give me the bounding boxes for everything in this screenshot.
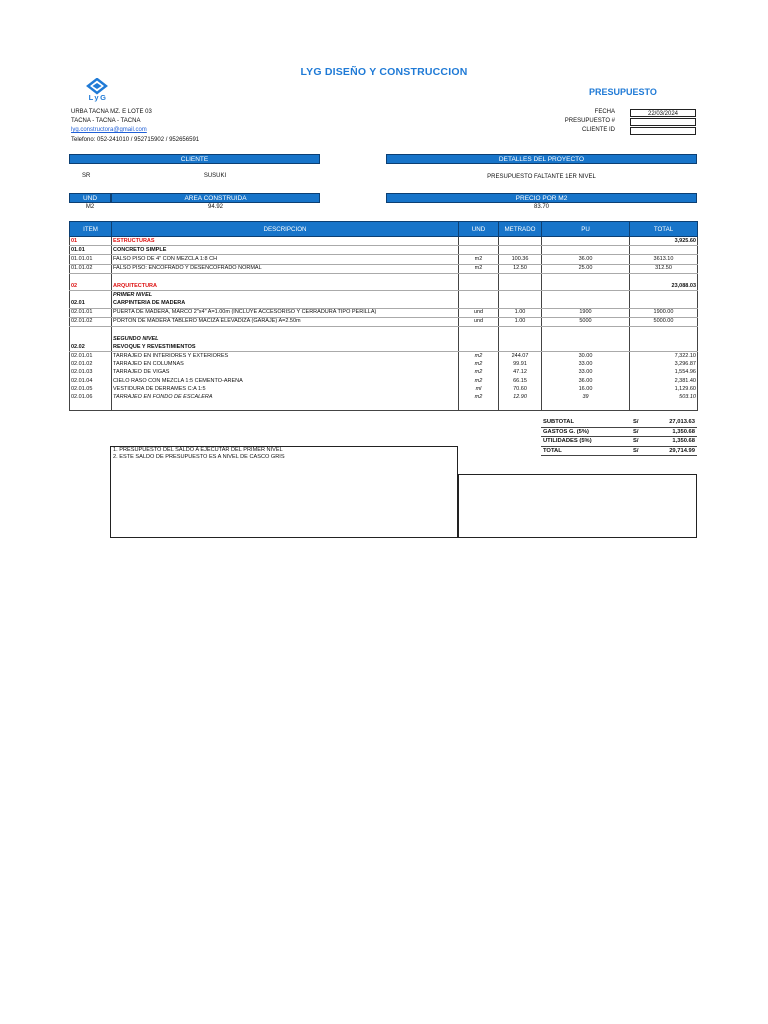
cell-und — [459, 273, 499, 282]
cliente-id-value — [630, 127, 696, 135]
cell-total — [630, 402, 698, 411]
cell-descripcion: TARRAJEO EN FONDO DE ESCALERA — [112, 393, 459, 401]
col-header-und: UND — [459, 222, 499, 237]
cell-pu — [542, 282, 630, 291]
cell-metrado: 99.91 — [499, 361, 542, 369]
cell-total — [630, 246, 698, 255]
cell-descripcion — [112, 326, 459, 335]
summary-table — [541, 418, 697, 456]
cell-pu — [542, 335, 630, 343]
table-row — [70, 317, 698, 326]
table-row — [70, 273, 698, 282]
cell-metrado — [499, 237, 542, 246]
cell-metrado — [499, 343, 542, 352]
cell-pu — [542, 326, 630, 335]
cell-total: 3613.10 — [630, 255, 698, 264]
summary-label: SUBTOTAL — [541, 418, 631, 427]
presupuesto-number-value — [630, 118, 696, 126]
cell-descripcion: TARRAJEO EN INTERIORES Y EXTERIORES — [112, 352, 459, 361]
cell-descripcion: TARRAJEO DE VIGAS — [112, 369, 459, 377]
col-header-metrado: METRADO — [499, 222, 542, 237]
cell-item: 02.01.05 — [70, 385, 112, 393]
table-row — [70, 335, 698, 343]
cell-pu — [542, 343, 630, 352]
table-row — [70, 237, 698, 246]
cell-metrado — [499, 291, 542, 300]
price-per-m2-value: 83.70 — [533, 204, 549, 210]
cell-total: 3,925.60 — [630, 237, 698, 246]
cell-metrado: 12.90 — [499, 393, 542, 401]
cell-item: 01.01 — [70, 246, 112, 255]
summary-row-utilidades — [541, 437, 697, 447]
notes-box — [110, 446, 458, 538]
cell-total: 23,088.03 — [630, 282, 698, 291]
table-row — [70, 326, 698, 335]
cell-item — [70, 402, 112, 411]
cell-und — [459, 246, 499, 255]
cell-metrado — [499, 246, 542, 255]
cell-pu: 39 — [542, 393, 630, 401]
cell-metrado — [499, 273, 542, 282]
cell-pu — [542, 291, 630, 300]
cell-pu — [542, 246, 630, 255]
cell-descripcion: VESTIDURA DE DERRAMES C:A 1:5 — [112, 385, 459, 393]
cell-item: 02.01.04 — [70, 377, 112, 385]
table-row — [70, 361, 698, 369]
address-line-1: URBA TACNA MZ. E LOTE 03 — [71, 109, 152, 115]
cell-metrado: 1.00 — [499, 317, 542, 326]
budget-table-body — [70, 237, 698, 411]
cell-pu: 1900 — [542, 308, 630, 317]
cell-pu: 33.00 — [542, 361, 630, 369]
cell-descripcion: CIELO RASO CON MEZCLA 1:5 CEMENTO-ARENA — [112, 377, 459, 385]
table-row — [70, 282, 698, 291]
cell-pu: 36.00 — [542, 377, 630, 385]
cell-und: m2 — [459, 352, 499, 361]
cell-descripcion: PUERTA DE MADERA, MARCO 2"x4" A=1.00m (INCLUYE ACCESORISO Y CERRADURA TIPO PERILLA) — [112, 308, 459, 317]
table-row — [70, 343, 698, 352]
summary-value: 29,714.99 — [649, 446, 697, 456]
table-row — [70, 377, 698, 385]
cliente-id-label: CLIENTE ID — [581, 127, 615, 133]
cell-metrado — [499, 299, 542, 308]
logo-text: LyG — [88, 93, 108, 102]
summary-value: 1,350.68 — [649, 437, 697, 447]
table-row — [70, 402, 698, 411]
cell-total: 1,129.60 — [630, 385, 698, 393]
presupuesto-number-label: PRESUPUESTO # — [564, 118, 615, 124]
summary-row-total — [541, 446, 697, 456]
signature-box — [458, 474, 697, 538]
cell-pu: 36.00 — [542, 255, 630, 264]
col-header-descripcion: DESCRIPCION — [112, 222, 459, 237]
cell-descripcion: PRIMER NIVEL — [112, 291, 459, 300]
cell-item: 02.01.02 — [70, 317, 112, 326]
cell-descripcion: FALSO PISO DE 4" CON MEZCLA 1:8 CH — [112, 255, 459, 264]
cell-metrado: 66.15 — [499, 377, 542, 385]
cell-pu: 25.00 — [542, 264, 630, 273]
table-row — [70, 264, 698, 273]
cell-descripcion: PORTON DE MADERA TABLERO MACIZA ELEVADIZA (GARAJE) A=2.50m — [112, 317, 459, 326]
cell-descripcion: ARQUITECTURA — [112, 282, 459, 291]
table-header-row — [70, 222, 698, 237]
table-row — [70, 255, 698, 264]
cell-und — [459, 237, 499, 246]
cell-item: 02.02 — [70, 343, 112, 352]
summary-label: UTILIDADES (5%) — [541, 437, 631, 447]
table-row — [70, 369, 698, 377]
summary-currency: S/ — [631, 446, 649, 456]
note-line: 2. ESTE SALDO DE PRESUPUESTO ES A NIVEL DE CASCO GRIS — [113, 454, 285, 460]
cell-und: m2 — [459, 264, 499, 273]
cell-total: 2,381.40 — [630, 377, 698, 385]
table-row — [70, 299, 698, 308]
table-row — [70, 291, 698, 300]
cell-item: 02 — [70, 282, 112, 291]
cell-pu — [542, 299, 630, 308]
client-name: SUSUKI — [203, 173, 227, 179]
cell-item — [70, 291, 112, 300]
cell-metrado: 70.60 — [499, 385, 542, 393]
table-row — [70, 246, 698, 255]
area-value: 94.92 — [207, 204, 223, 210]
cell-total: 7,322.10 — [630, 352, 698, 361]
cell-und: und — [459, 308, 499, 317]
summary-label: TOTAL — [541, 446, 631, 456]
summary-value: 1,350.68 — [649, 427, 697, 437]
und-header: UND — [69, 193, 111, 203]
col-header-total: TOTAL — [630, 222, 698, 237]
cell-und — [459, 402, 499, 411]
cell-und — [459, 343, 499, 352]
cell-item: 02.01.01 — [70, 308, 112, 317]
cell-metrado: 244.07 — [499, 352, 542, 361]
summary-row-gastos — [541, 427, 697, 437]
cell-und — [459, 335, 499, 343]
cell-metrado: 47.12 — [499, 369, 542, 377]
document-title: PRESUPUESTO — [589, 87, 657, 97]
cell-descripcion: REVOQUE Y REVESTIMIENTOS — [112, 343, 459, 352]
company-name: LYG DISEÑO Y CONSTRUCCION — [300, 66, 468, 78]
cell-pu: 16.00 — [542, 385, 630, 393]
table-row — [70, 352, 698, 361]
cell-und: m2 — [459, 393, 499, 401]
summary-row-subtotal — [541, 418, 697, 427]
cell-item — [70, 273, 112, 282]
cell-total — [630, 291, 698, 300]
price-per-m2-header: PRECIO POR M2 — [386, 193, 697, 203]
cell-metrado: 1.00 — [499, 308, 542, 317]
cell-item: 02.01.02 — [70, 361, 112, 369]
cell-total: 1,554.96 — [630, 369, 698, 377]
cell-total: 3,296.87 — [630, 361, 698, 369]
cell-total: 1900.00 — [630, 308, 698, 317]
company-logo — [82, 78, 112, 102]
email-link[interactable]: lyg.constructora@gmail.com — [71, 127, 147, 133]
cell-pu — [542, 237, 630, 246]
cell-descripcion: ESTRUCTURAS — [112, 237, 459, 246]
phone-line: Telefono: 052-241010 / 952715902 / 952656591 — [71, 137, 200, 143]
cell-und — [459, 291, 499, 300]
cell-pu: 33.00 — [542, 369, 630, 377]
cell-descripcion: CARPINTERIA DE MADERA — [112, 299, 459, 308]
cell-total — [630, 343, 698, 352]
note-line: 1. PRESUPUESTO DEL SALDO A EJECUTAR DEL PRIMER NIVEL — [113, 447, 283, 453]
cell-und: m2 — [459, 255, 499, 264]
summary-currency: S/ — [631, 437, 649, 447]
col-header-pu: PU — [542, 222, 630, 237]
cell-metrado: 12.50 — [499, 264, 542, 273]
cell-item — [70, 335, 112, 343]
und-value: M2 — [85, 204, 95, 210]
project-details-header: DETALLES DEL PROYECTO — [386, 154, 697, 164]
address-line-2: TACNA - TACNA - TACNA — [71, 118, 141, 124]
cell-descripcion: TARRAJEO EN COLUMNAS — [112, 361, 459, 369]
cell-total — [630, 326, 698, 335]
cell-und: m2 — [459, 377, 499, 385]
cell-metrado: 100.36 — [499, 255, 542, 264]
cell-total — [630, 273, 698, 282]
budget-table — [69, 221, 698, 411]
cell-total — [630, 335, 698, 343]
table-row — [70, 308, 698, 317]
cell-item: 01 — [70, 237, 112, 246]
cell-pu: 5000 — [542, 317, 630, 326]
cell-metrado — [499, 402, 542, 411]
cell-descripcion: FALSO PISO: ENCOFRADO Y DESENCOFRADO NORMAL — [112, 264, 459, 273]
cell-total: 5000.00 — [630, 317, 698, 326]
cell-descripcion — [112, 273, 459, 282]
fecha-label: FECHA — [594, 109, 615, 115]
cell-und: m2 — [459, 369, 499, 377]
cell-und — [459, 282, 499, 291]
cell-total — [630, 299, 698, 308]
cell-und — [459, 326, 499, 335]
cell-pu — [542, 273, 630, 282]
client-prefix: SR — [82, 173, 91, 179]
table-row — [70, 393, 698, 401]
cell-total: 312.50 — [630, 264, 698, 273]
project-detail: PRESUPUESTO FALTANTE 1ER NIVEL — [487, 174, 596, 180]
table-row — [70, 385, 698, 393]
col-header-item: ITEM — [70, 222, 112, 237]
summary-currency: S/ — [631, 418, 649, 427]
cell-descripcion: SEGUNDO NIVEL — [112, 335, 459, 343]
cell-metrado — [499, 282, 542, 291]
area-header: AREA CONSTRUIDA — [111, 193, 320, 203]
cell-und: ml — [459, 385, 499, 393]
summary-currency: S/ — [631, 427, 649, 437]
cliente-header: CLIENTE — [69, 154, 320, 164]
fecha-value: 22/03/2024 — [630, 109, 696, 117]
cell-item: 02.01.06 — [70, 393, 112, 401]
cell-und: und — [459, 317, 499, 326]
cell-item — [70, 326, 112, 335]
cell-und — [459, 299, 499, 308]
cell-pu: 30.00 — [542, 352, 630, 361]
cell-item: 01.01.01 — [70, 255, 112, 264]
cell-descripcion: CONCRETO SIMPLE — [112, 246, 459, 255]
cell-item: 02.01.01 — [70, 352, 112, 361]
cell-metrado — [499, 326, 542, 335]
cell-und: m2 — [459, 361, 499, 369]
cell-descripcion — [112, 402, 459, 411]
cell-total: 503.10 — [630, 393, 698, 401]
cell-metrado — [499, 335, 542, 343]
cell-item: 02.01.03 — [70, 369, 112, 377]
cell-pu — [542, 402, 630, 411]
cell-item: 01.01.02 — [70, 264, 112, 273]
summary-value: 27,013.63 — [649, 418, 697, 427]
cell-item: 02.01 — [70, 299, 112, 308]
summary-label: GASTOS G. (5%) — [541, 427, 631, 437]
